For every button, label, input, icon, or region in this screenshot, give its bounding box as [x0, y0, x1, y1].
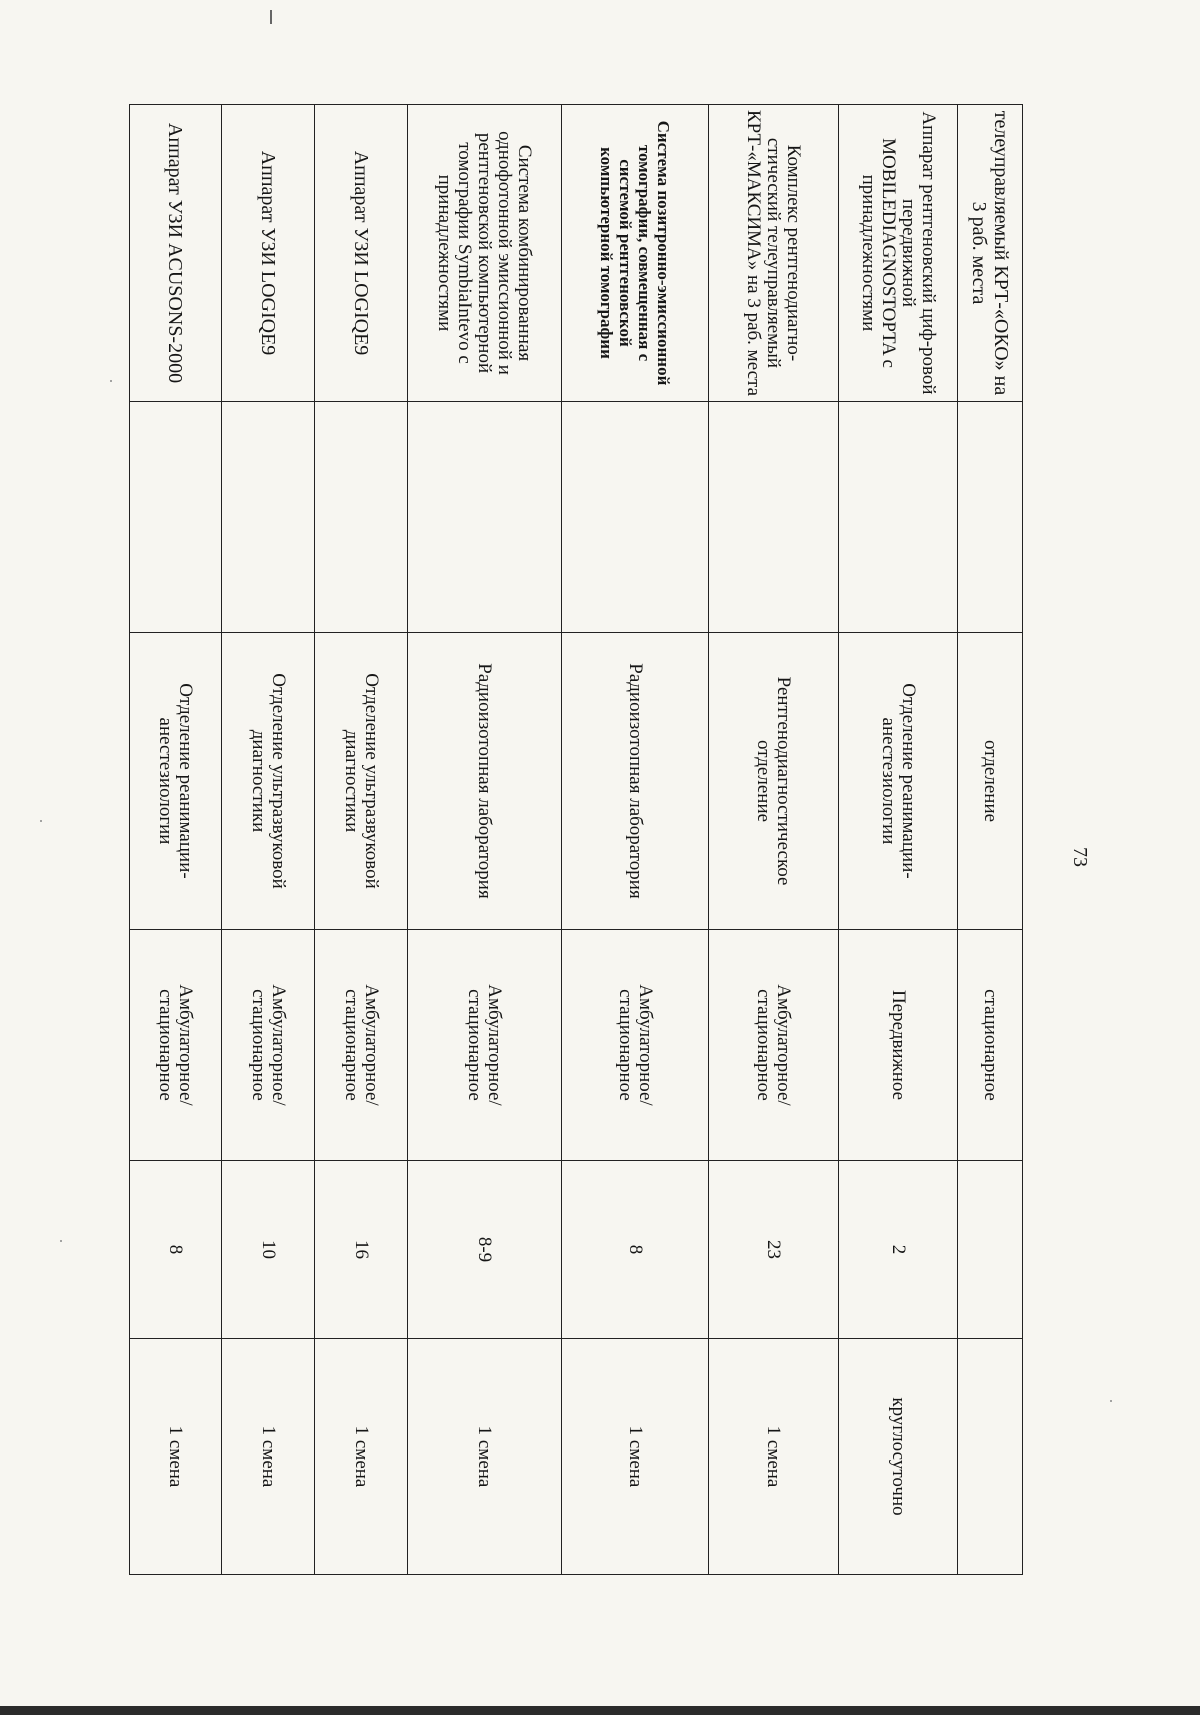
table-row [130, 105, 222, 1575]
mode-cell: Амбулаторное/ стационарное [562, 930, 709, 1161]
count-cell: 8 [562, 1161, 709, 1339]
mode-cell: Амбулаторное/ стационарное [130, 930, 222, 1161]
empty-cell [562, 402, 709, 633]
count-cell: 8 [130, 1161, 222, 1339]
count-cell: 16 [315, 1161, 408, 1339]
count-cell [958, 1161, 1023, 1339]
scan-speck [1110, 1400, 1112, 1402]
equipment-name-cell: Комплекс рентгенодиагно-стический телеуправляемый КРТ-«МАКСИМА» на 3 раб. места [709, 105, 839, 402]
count-cell: 23 [709, 1161, 839, 1339]
equipment-name-cell: Система комбинированная однофотонной эмиссионной и рентгеновской компьютерной томографии SymbiaIntevo с принадлежностями [408, 105, 562, 402]
shift-cell: 1 смена [222, 1339, 315, 1575]
department-cell: Рентгенодиагностическое отделение [709, 633, 839, 930]
mode-cell: Амбулаторное/ стационарное [709, 930, 839, 1161]
shift-cell: 1 смена [709, 1339, 839, 1575]
shift-cell [958, 1339, 1023, 1575]
table-row [562, 105, 709, 1575]
table-row [709, 105, 839, 1575]
count-cell: 2 [839, 1161, 958, 1339]
scan-mark [270, 10, 272, 24]
shift-cell: 1 смена [408, 1339, 562, 1575]
shift-cell: 1 смена [315, 1339, 408, 1575]
table-row [222, 105, 315, 1575]
equipment-name-cell: Аппарат УЗИ ACUSONS-2000 [130, 105, 222, 402]
department-cell: Отделение реанимации-анестезиологии [839, 633, 958, 930]
equipment-name-cell: телеуправляемый КРТ-«ОКО» на 3 раб. места [958, 105, 1023, 402]
equipment-name-cell: Аппарат УЗИ LOGIQE9 [222, 105, 315, 402]
table-row [315, 105, 408, 1575]
department-cell: Отделение ультразвуковой диагностики [315, 633, 408, 930]
scan-speck [110, 380, 112, 382]
scan-speck [40, 820, 42, 822]
empty-cell [222, 402, 315, 633]
empty-cell [709, 402, 839, 633]
rotated-table-frame [130, 104, 1023, 1574]
count-cell: 8-9 [408, 1161, 562, 1339]
equipment-table [129, 104, 1023, 1575]
table-row [958, 105, 1023, 1575]
table-row [408, 105, 562, 1575]
equipment-name-cell: Аппарат рентгеновский циф-ровой передвижной MOBILEDIAGNOSTOPTA с принадлежностями [839, 105, 958, 402]
empty-cell [408, 402, 562, 633]
shift-cell: круглосуточно [839, 1339, 958, 1575]
shift-cell: 1 смена [562, 1339, 709, 1575]
mode-cell: Амбулаторное/ стационарное [315, 930, 408, 1161]
empty-cell [839, 402, 958, 633]
department-cell: Отделение реанимации-анестезиологии [130, 633, 222, 930]
page-number: 73 [1069, 847, 1091, 867]
table-row [839, 105, 958, 1575]
department-cell: Радиоизотопная лаборатория [408, 633, 562, 930]
scan-bottom-edge [0, 1706, 1200, 1715]
shift-cell: 1 смена [130, 1339, 222, 1575]
mode-cell: Передвижное [839, 930, 958, 1161]
mode-cell: Амбулаторное/ стационарное [408, 930, 562, 1161]
department-cell: Отделение ультразвуковой диагностики [222, 633, 315, 930]
empty-cell [958, 402, 1023, 633]
department-cell: отделение [958, 633, 1023, 930]
scan-speck [60, 1240, 62, 1242]
empty-cell [315, 402, 408, 633]
mode-cell: Амбулаторное/ стационарное [222, 930, 315, 1161]
equipment-name-cell: Система позитронно-эмиссионной томографии, совмещенная с системой рентгеновской компьютерной томографии [562, 105, 709, 402]
equipment-name-cell: Аппарат УЗИ LOGIQE9 [315, 105, 408, 402]
department-cell: Радиоизотопная лаборатория [562, 633, 709, 930]
empty-cell [130, 402, 222, 633]
mode-cell: стационарное [958, 930, 1023, 1161]
count-cell: 10 [222, 1161, 315, 1339]
